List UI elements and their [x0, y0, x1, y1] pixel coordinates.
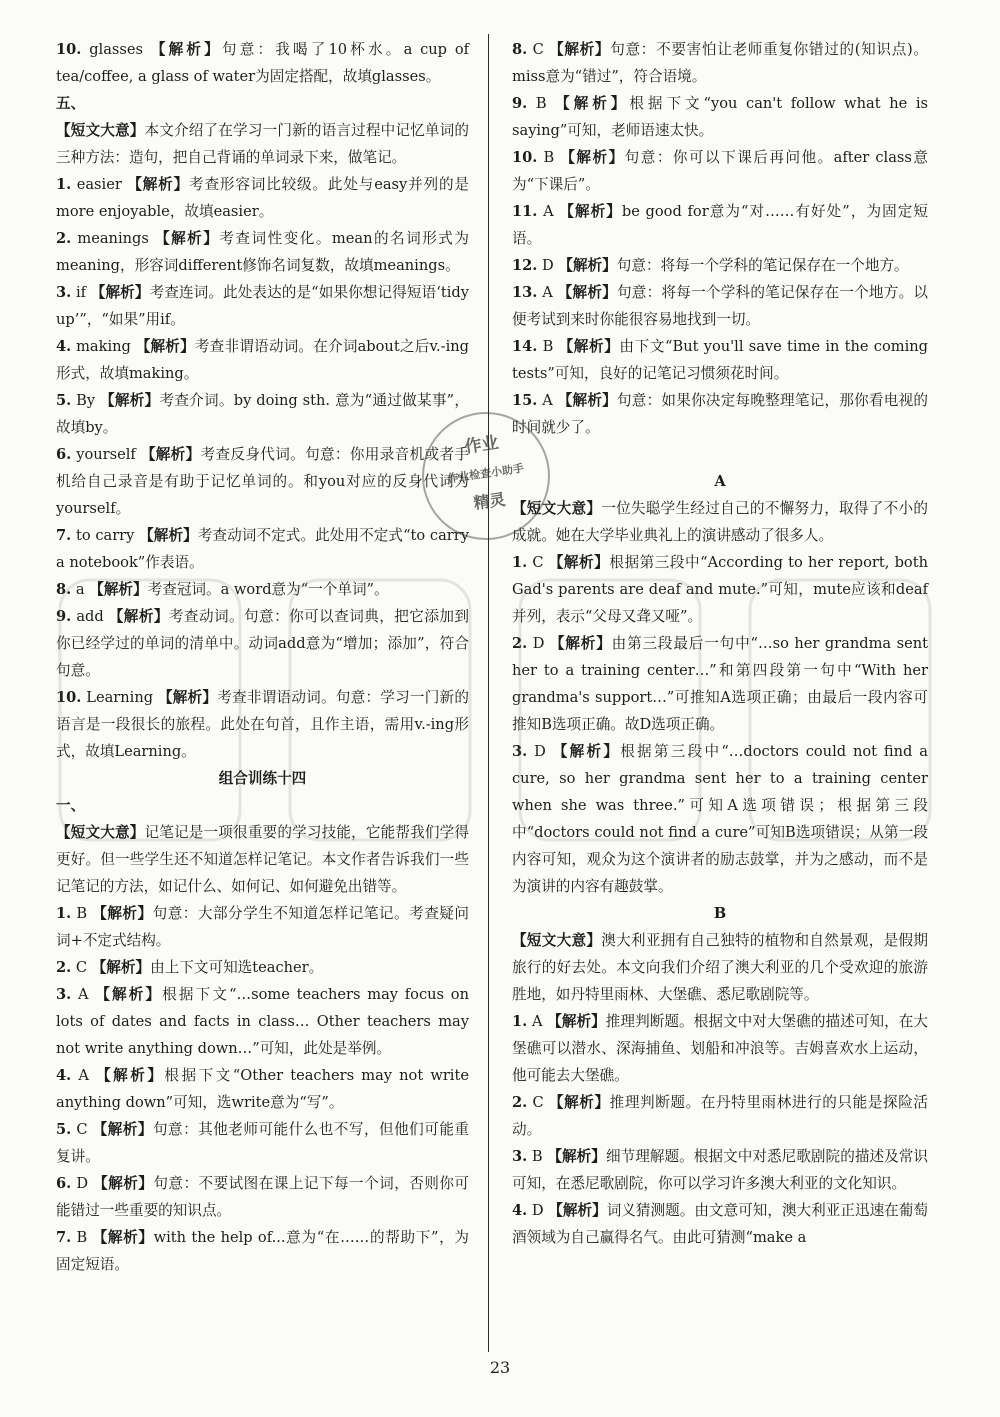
answer-item: 4. D 【解析】词义猜测题。由文意可知，澳大利亚正迅速在葡萄酒领域为自己赢得名气。由此可猜测“make a	[512, 1202, 928, 1246]
answer-item: 5. C 【解析】句意：其他老师可能什么也不写，但他们可能重复讲。	[56, 1121, 469, 1165]
stamp-text-top: 作业	[463, 433, 500, 458]
answer-item: 2. D 【解析】由第三段最后一句中“…so her grandma sent her to a training center…”和第四段第一句中“With her grandma's support…”可推知A选项正确；由最后一段内容可推知B选项正确。故D选项正确。	[512, 635, 928, 733]
answer-item: 3. D 【解析】根据第三段中“…doctors could not find a cure, so her grandma sent her to a training center when she was three.”可知A选项错误；根据第三段中“doctors could not find a cure”可知B选项错误；从第一段内容可知，观众为这个演讲者的励志鼓掌，并为之感动，而不是为演讲的内容有趣鼓掌。	[512, 743, 929, 895]
section-heading: B	[713, 905, 727, 922]
answer-item: 12. D 【解析】句意：将每一个学科的笔记保存在一个地方。	[512, 257, 909, 274]
section-heading: A	[714, 473, 726, 490]
answer-item: 5. By 【解析】考查介词。by doing sth. 意为“通过做某事”，故填by。	[56, 392, 469, 436]
lesson-heading: 组合训练十四	[218, 770, 307, 787]
answer-item: 2. C 【解析】由上下文可知选teacher。	[56, 959, 324, 976]
answer-item: 4. A 【解析】根据下文“Other teachers may not write anything down”可知，选write意为“写”。	[56, 1067, 469, 1111]
answer-item: 1. B 【解析】句意：大部分学生不知道怎样记笔记。考查疑问词+不定式结构。	[56, 905, 469, 949]
answer-item: 6. D 【解析】句意：不要试图在课上记下每一个词，否则你可能错过一些重要的知识点。	[56, 1175, 469, 1219]
answer-item: 9. add 【解析】考查动词。句意：你可以查词典，把它添加到你已经学过的单词的清单中。动词add意为“增加；添加”，符合句意。	[56, 608, 469, 679]
answer-item: 14. B 【解析】由下文“But you'll save time in the coming tests”可知，良好的记笔记习惯须花时间。	[512, 338, 928, 382]
summary: 【短文大意】记笔记是一项很重要的学习技能，它能帮我们学得更好。但一些学生还不知道怎样记笔记。本文作者告诉我们一些记笔记的方法，如记什么、如何记、如何避免出错等。	[56, 824, 469, 895]
answer-item: 13. A 【解析】句意：将每一个学科的笔记保存在一个地方。以便考试到来时你能很容易地找到一切。	[512, 284, 928, 328]
answer-item: 9. B 【解析】根据下文“you can't follow what he is saying”可知，老师语速太快。	[512, 95, 928, 139]
column-divider	[488, 34, 489, 1352]
answer-item: 1. C 【解析】根据第三段中“According to her report, both Gad's parents are deaf and mute.”可知，mute应该和deaf并列，表示“父母又聋又哑”。	[512, 554, 928, 625]
answer-item: 10. Learning 【解析】考查非谓语动词。句意：学习一门新的语言是一段很长的旅程。此处在句首，且作主语，需用v.-ing形式，故填Learning。	[56, 689, 469, 760]
stamp-text-bottom: 精灵	[472, 489, 507, 513]
left-column	[56, 36, 469, 1278]
summary: 【短文大意】一位失聪学生经过自己的不懈努力，取得了不小的成就。她在大学毕业典礼上的演讲感动了很多人。	[512, 500, 928, 544]
summary: 【短文大意】本文介绍了在学习一门新的语言过程中记忆单词的三种方法：造句，把自己背诵的单词录下来，做笔记。	[56, 122, 469, 166]
answer-item: 3. B 【解析】细节理解题。根据文中对悉尼歌剧院的描述及常识可知，在悉尼歌剧院，你可以学习许多澳大利亚的文化知识。	[512, 1148, 928, 1192]
answer-item: 10. B 【解析】句意：你可以下课后再问他。after class意为“下课后”。	[512, 149, 928, 193]
page-number: 23	[489, 1358, 511, 1377]
answer-item: 2. C 【解析】推理判断题。在丹特里雨林进行的只能是探险活动。	[512, 1094, 928, 1138]
right-column	[512, 36, 928, 1251]
stamp-text-middle: 作业检查小助手	[446, 461, 525, 486]
answer-item: 6. yourself 【解析】考查反身代词。句意：你用录音机或者手机给自己录音是有助于记忆单词的。和you对应的反身代词为yourself。	[56, 446, 469, 517]
answer-item: 3. A 【解析】根据下文“…some teachers may focus on lots of dates and facts in class… Other teachers may not write anything down…”可知，此处是举例。	[56, 986, 469, 1057]
summary: 【短文大意】澳大利亚拥有自己独特的植物和自然景观，是假期旅行的好去处。本文向我们介绍了澳大利亚的几个受欢迎的旅游胜地，如丹特里雨林、大堡礁、悉尼歌剧院等。	[512, 932, 928, 1003]
answer-item: 7. B 【解析】with the help of...意为“在……的帮助下”，为固定短语。	[56, 1229, 469, 1273]
answer-item: 7. to carry 【解析】考查动词不定式。此处用不定式“to carry a notebook”作表语。	[56, 527, 469, 571]
answer-item: 11. A 【解析】be good for意为“对……有好处”，为固定短语。	[512, 203, 928, 247]
answer-item: 8. a 【解析】考查冠词。a word意为“一个单词”。	[56, 581, 389, 598]
answer-item: 3. if 【解析】考查连词。此处表达的是“如果你想记得短语‘tidy up’”，“如果”用if。	[56, 284, 469, 328]
answer-item: 1. easier 【解析】考查形容词比较级。此处与easy并列的是more enjoyable，故填easier。	[56, 176, 469, 220]
section-heading: 五、	[56, 95, 86, 112]
answer-item: 4. making 【解析】考查非谓语动词。在介词about之后v.-ing形式，故填making。	[56, 338, 469, 382]
answer-item: 10. glasses 【解析】句意：我喝了10杯水。a cup of tea/coffee, a glass of water为固定搭配，故填glasses。	[56, 41, 470, 85]
answer-item: 8. C 【解析】句意：不要害怕让老师重复你错过的(知识点)。miss意为“错过”，符合语境。	[512, 41, 928, 85]
answer-item: 1. A 【解析】推理判断题。根据文中对大堡礁的描述可知，在大堡礁可以潜水、深海捕鱼、划船和冲浪等。吉姆喜欢水上运动，他可能去大堡礁。	[512, 1013, 928, 1084]
answer-item: 2. meanings 【解析】考查词性变化。mean的名词形式为meaning，形容词different修饰名词复数，故填meanings。	[56, 230, 469, 274]
section-heading: 一、	[56, 797, 86, 814]
answer-item: 15. A 【解析】句意：如果你决定每晚整理笔记，那你看电视的时间就少了。	[512, 392, 928, 436]
